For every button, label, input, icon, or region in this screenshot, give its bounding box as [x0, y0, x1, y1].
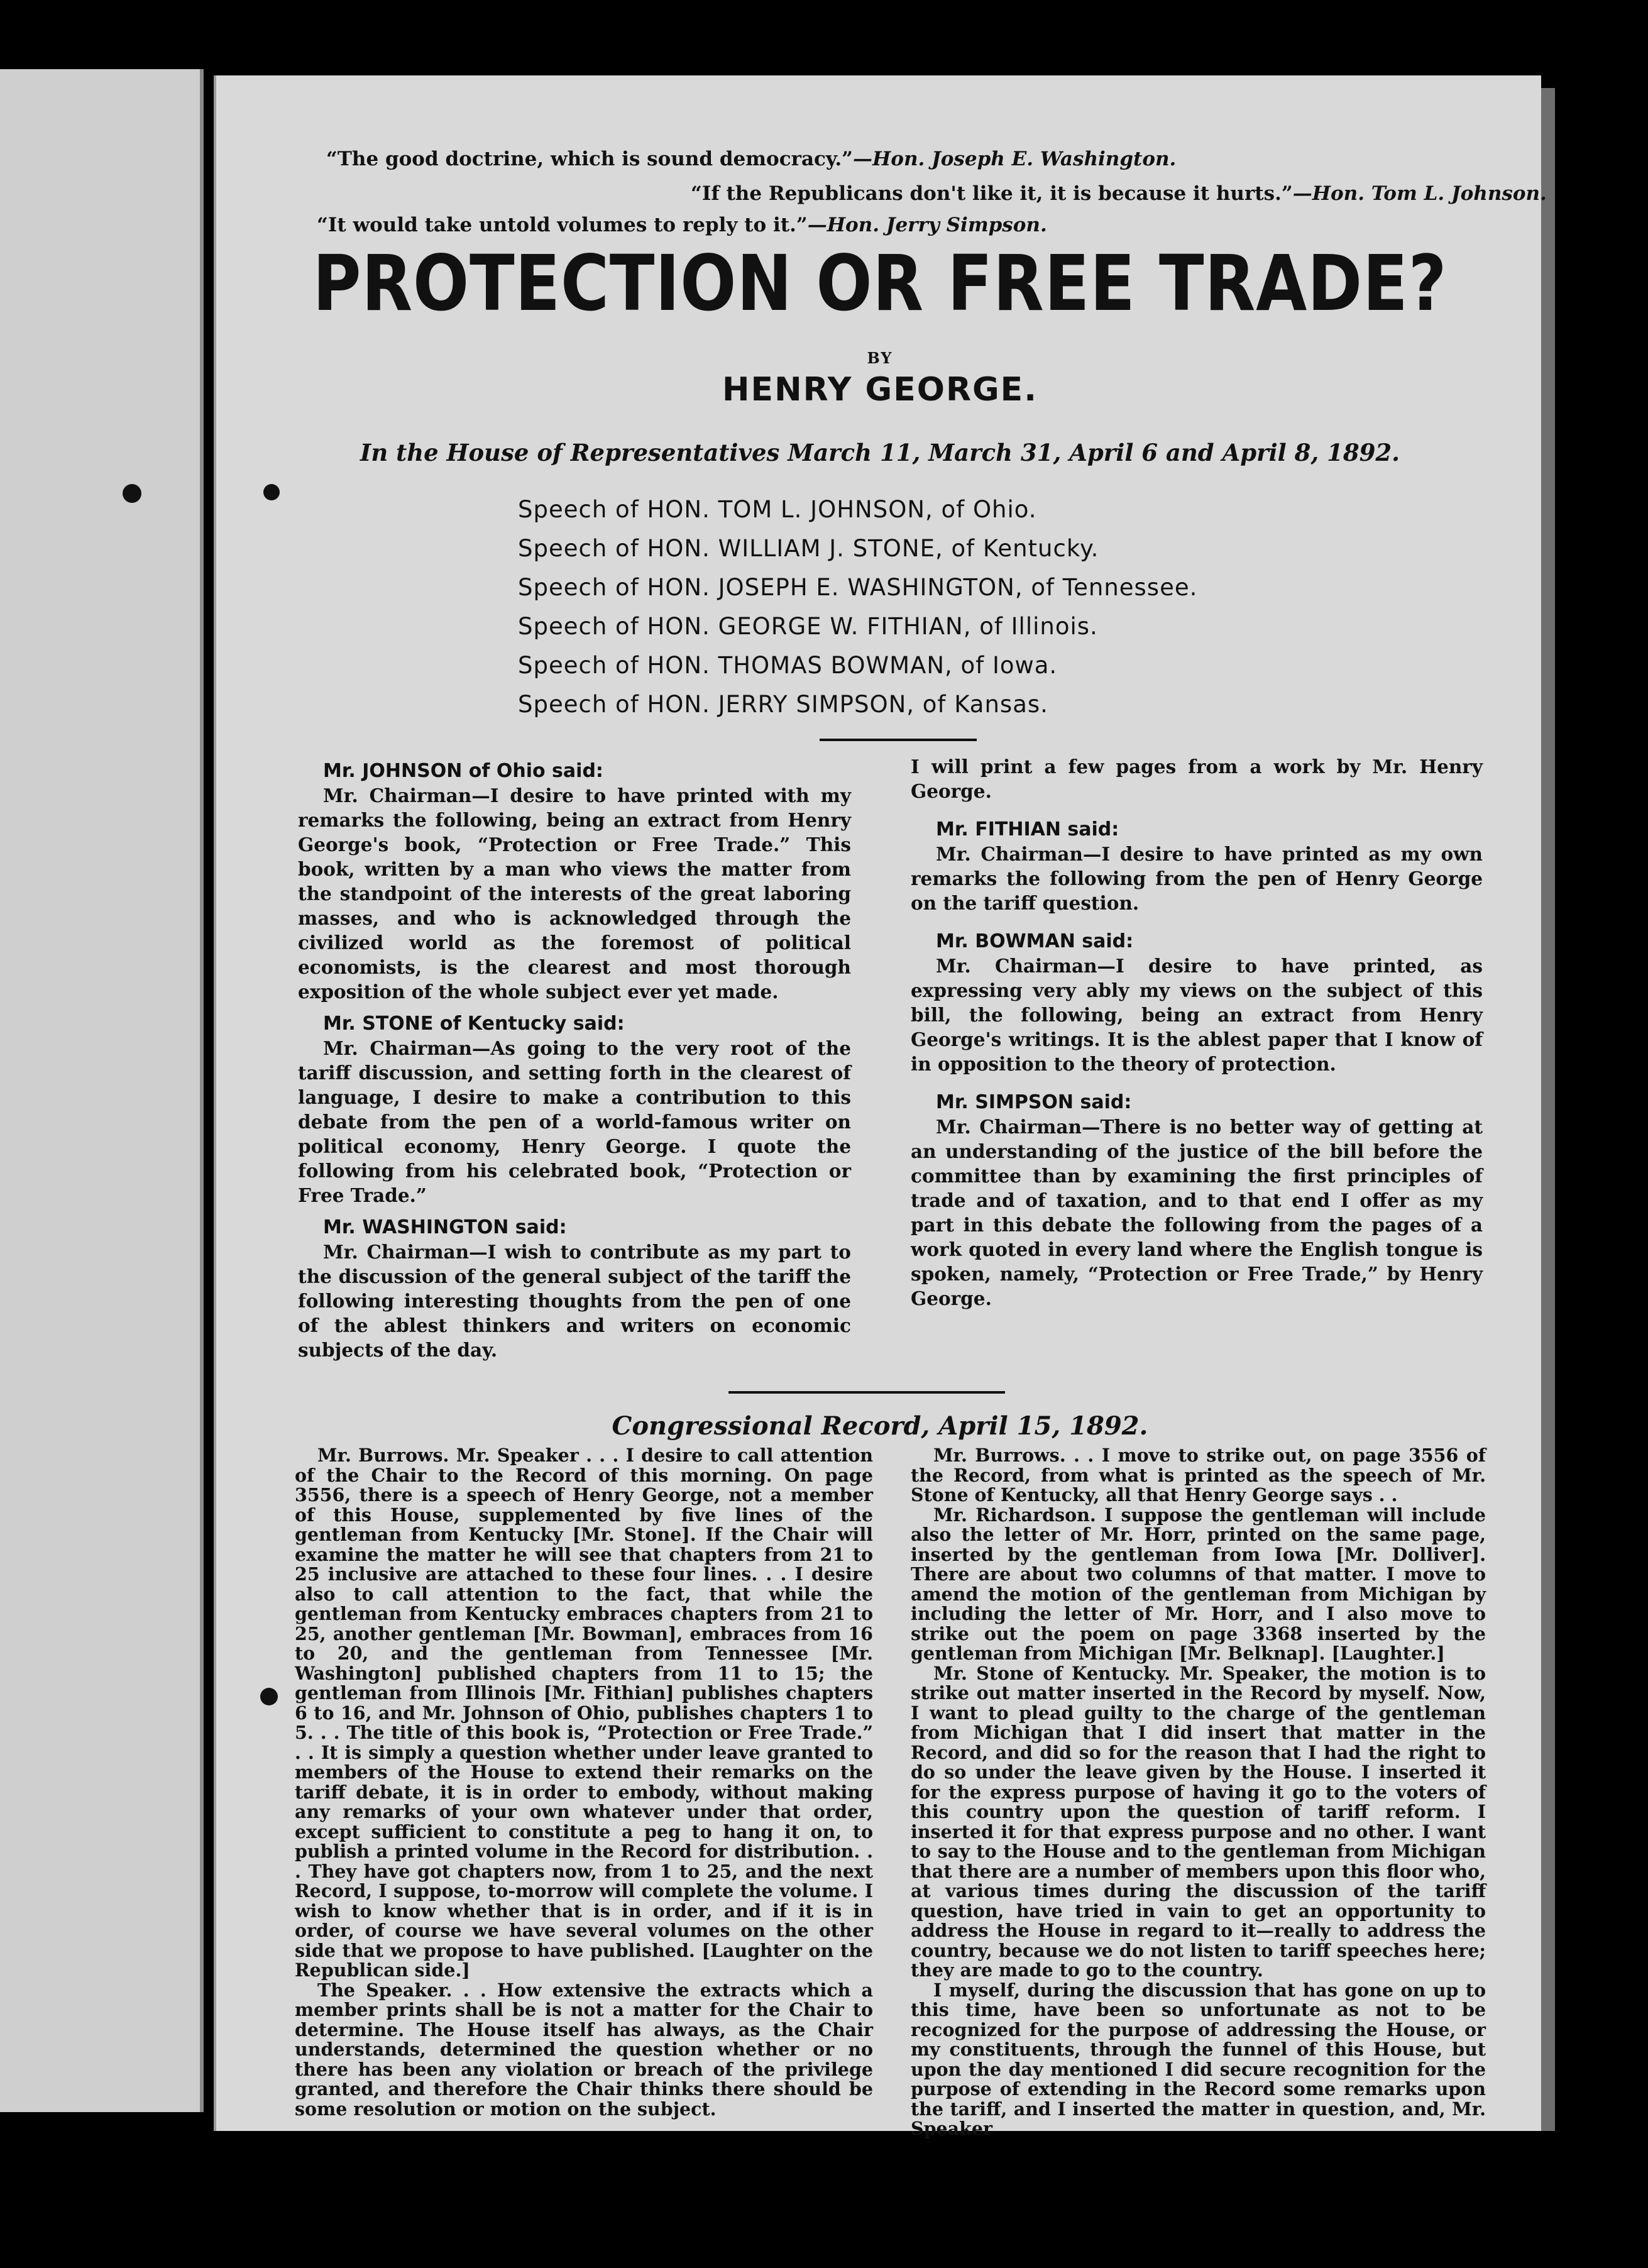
- speech-list: [518, 490, 1197, 724]
- statement-heading: Mr. STONE of Kentucky said:: [323, 1013, 625, 1035]
- record-title: Congressional Record, April 15, 1892.: [612, 1411, 1148, 1441]
- statement-body: Mr. Chairman—I desire to have printed, as expressing very ably my views on the subject of this bill, the following, being an extract from Henry George's writings. It is the ablest paper that I know of in opposition to the theory of protection.: [911, 955, 1483, 1075]
- record-paragraph: Mr. Burrows. Mr. Speaker . . . I desire to call attention of the Chair to the Record of this morning. On page 3556, there is a speech of Henry George, not a member of this House, supplemented by five lines of the gentleman from Kentucky [Mr. Stone]. If the Chair will examine the matter he will see that chapters from 21 to 25 inclusive are attached to these four lines. . . I desire also to call attention to the fact, that while the gentleman from Kentucky embraces chapters from 21 to 25, another gentleman [Mr. Bowman], embraces from 16 to 20, and the gentleman from Tennessee [Mr. Washington] published chapters from 11 to 15; the gentleman from Illinois [Mr. Fithian] publishes chapters 6 to 16, and Mr. Johnson of Ohio, publishes chapters 1 to 5. . . The title of this book is, “Protection or Free Trade.” . . It is simply a question whether under leave granted to members of the House to extend their remarks on the tariff debate, it is in order to embody, without making any remarks of your own whatever under that order, except sufficient to constitute a peg to hang it on, to publish a printed volume in the Record for distribution. . . They have got chapters now, from 1 to 25, and the next Record, I suppose, to-morrow will complete the volume. I wish to know whether that is in order, and if it is in order, of course we have several volumes on the other side that we propose to have published. [Laughter on the Republican side.]: [295, 1445, 873, 1981]
- divider-rule: [820, 739, 977, 741]
- statement-body: Mr. Chairman—I desire to have printed as my own remarks the following from the pen of Henry George on the tariff question.: [911, 843, 1483, 914]
- divider-rule: [728, 1391, 1005, 1394]
- back-page: [0, 69, 204, 2112]
- speech-item: Speech of HON. THOMAS BOWMAN, of Iowa.: [518, 652, 1058, 679]
- speech-item: Speech of HON. JOSEPH E. WASHINGTON, of Tennessee.: [518, 574, 1198, 601]
- statement-continuation: I will print a few pages from a work by Mr. Henry George.: [911, 756, 1483, 802]
- right-statements: [911, 754, 1483, 1311]
- speech-item: Speech of HON. WILLIAM J. STONE, of Kentucky.: [518, 535, 1099, 562]
- house-dates: In the House of Representatives March 11, March 31, April 6 and April 8, 1892.: [360, 439, 1400, 466]
- ink-blot: [263, 484, 280, 500]
- statement-heading: Mr. FITHIAN said:: [936, 818, 1119, 840]
- ink-blot: [260, 1688, 278, 1705]
- statement-body: Mr. Chairman—As going to the very root of the tariff discussion, and setting forth in the clearest of language, I desire to make a contribution to this debate from the pen of a world-famous writer on political economy, Henry George. I quote the following from his celebrated book, “Protection or Free Trade.”: [298, 1037, 851, 1206]
- statement-heading: Mr. SIMPSON said:: [936, 1091, 1132, 1113]
- record-paragraph: Mr. Richardson. I suppose the gentleman will include also the letter of Mr. Horr, printed on the same page, inserted by the gentleman from Iowa [Mr. Dolliver]. There are about two columns of that matter. I move to amend the motion of the gentleman from Michigan by including the letter of Mr. Horr, and I also move to strike out the poem on page 3368 inserted by the gentleman from Michigan [Mr. Belknap]. [Laughter.]: [911, 1504, 1486, 1664]
- speech-item: Speech of HON. TOM L. JOHNSON, of Ohio.: [518, 496, 1037, 523]
- statement-body: Mr. Chairman—I desire to have printed with my remarks the following, being an extract from Henry George's book, “Protection or Free Trade.” This book, written by a man who views the matter from the standpoint of the interests of the great laboring masses, and who is acknowledged through the civilized world as the foremost of political economists, is the clearest and most thorough exposition of the whole subject ever yet made.: [298, 784, 851, 1003]
- quote-2: “If the Republicans don't like it, it is because it hurts.”—Hon. Tom L. Johnson.: [691, 182, 1547, 205]
- document-page: [214, 75, 1547, 2139]
- main-title: PROTECTION OR FREE TRADE?: [312, 239, 1447, 328]
- record-paragraph: Mr. Stone of Kentucky. Mr. Speaker, the motion is to strike out matter inserted in the Record by myself. Now, I want to plead guilty to the charge of the gentleman from Michigan that I did insert that matter in the Record, and did so for the reason that I had the right to do so under the leave given by the House. I inserted it for the express purpose of having it go to the voters of this country upon the question of tariff reform. I inserted it for that express purpose and no other. I want to say to the House and to the gentleman from Michigan that there are a number of members upon this floor who, at various times during the discussion of the tariff question, have tried in vain to get an opportunity to address the House in regard to it—really to address the country, because we do not listen to tariff speeches here; they are made to go to the country.: [911, 1662, 1486, 1981]
- ink-blot: [123, 484, 141, 503]
- statement-body: Mr. Chairman—I wish to contribute as my part to the discussion of the general subject of the tariff the following interesting thoughts from the pen of one of the ablest thinkers and writers on economic subjects of the day.: [298, 1241, 851, 1361]
- record-paragraph: The Speaker. . . How extensive the extracts which a member prints shall be is not a matter for the Chair to determine. The House itself has always, as the Chair understands, determined the question whether or no there has been any violation or breach of the privilege granted, and therefore the Chair thinks there should be some resolution or motion on the subject.: [295, 1979, 873, 2120]
- statement-heading: Mr. JOHNSON of Ohio said:: [323, 760, 603, 782]
- record-left-column: [295, 1446, 873, 2119]
- statement-body: Mr. Chairman—There is no better way of getting at an understanding of the justice of the bill before the committee than by examining the first principles of trade and of taxation, and to that end I offer as my part in this debate the following from the pages of a work quoted in every land where the English tongue is spoken, namely, “Protection or Free Trade,” by Henry George.: [911, 1116, 1483, 1309]
- speech-item: Speech of HON. GEORGE W. FITHIAN, of Illinois.: [518, 613, 1098, 640]
- by-line: BY: [867, 349, 893, 367]
- record-paragraph: Mr. Burrows. . . I move to strike out, on page 3556 of the Record, from what is printed as the speech of Mr. Stone of Kentucky, all that Henry George says . .: [911, 1445, 1486, 1506]
- speech-item: Speech of HON. JERRY SIMPSON, of Kansas.: [518, 691, 1048, 718]
- left-statements: [298, 751, 851, 1362]
- quote-3: “It would take untold volumes to reply to it.”—Hon. Jerry Simpson.: [317, 214, 1047, 236]
- statement-heading: Mr. WASHINGTON said:: [323, 1216, 567, 1238]
- record-paragraph: I myself, during the discussion that has gone on up to this time, have been so unfortunate as not to be recognized for the purpose of addressing the House, or my constituents, through the funnel of this House, but upon the day mentioned I did secure recognition for the purpose of extending in the Record some remarks upon the tariff, and I inserted the matter in question, and, Mr. Speaker: [911, 1979, 1486, 2139]
- statement-heading: Mr. BOWMAN said:: [936, 930, 1134, 952]
- record-right-column: [911, 1446, 1486, 2139]
- author-name: HENRY GEORGE.: [722, 371, 1038, 409]
- quote-1: “The good doctrine, which is sound democracy.”—Hon. Joseph E. Washington.: [326, 148, 1177, 170]
